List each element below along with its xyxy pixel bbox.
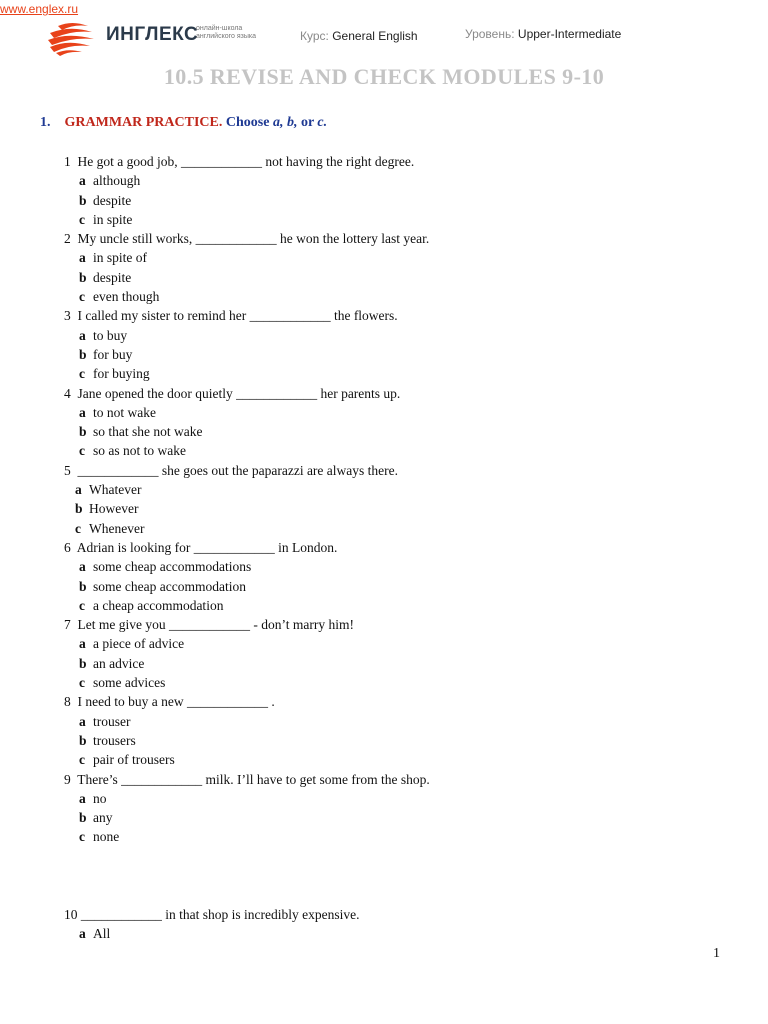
- instruction-or: or: [297, 115, 318, 130]
- answer-option[interactable]: [64, 789, 744, 808]
- page-title: 10.5 REVISE AND CHECK MODULES 9-10: [163, 64, 605, 89]
- option-text: some cheap accommodation: [93, 578, 246, 594]
- answer-option[interactable]: [64, 441, 744, 460]
- option-text: a cheap accommodation: [93, 597, 224, 613]
- answer-option[interactable]: [64, 287, 744, 306]
- answer-option[interactable]: [64, 596, 744, 615]
- question-text: ____________ she goes out the paparazzi are always there.: [77, 462, 399, 478]
- instruction-b: b,: [286, 115, 298, 130]
- option-letter: c: [79, 675, 85, 691]
- question: [64, 905, 744, 924]
- question: [64, 461, 744, 480]
- answer-option[interactable]: [64, 750, 744, 769]
- question-text: Jane opened the door quietly ____________ her parents up.: [77, 385, 401, 401]
- option-letter: c: [75, 520, 81, 536]
- answer-option[interactable]: [64, 673, 744, 692]
- instruction-c: c.: [317, 115, 328, 130]
- option-text: However: [89, 501, 139, 517]
- question-text: Let me give you ____________ - don’t marry him!: [77, 617, 354, 633]
- option-text: so that she not wake: [93, 424, 203, 440]
- course-value: General English: [332, 29, 418, 43]
- question-number: 10: [64, 906, 78, 922]
- option-text: none: [93, 829, 120, 845]
- option-letter: a: [79, 713, 86, 729]
- option-letter: a: [79, 404, 86, 420]
- answer-option[interactable]: [64, 422, 744, 441]
- section-instruction: [226, 115, 327, 130]
- question-text: I need to buy a new ____________ .: [77, 694, 275, 710]
- option-text: for buy: [93, 346, 133, 362]
- question: [64, 152, 744, 171]
- question-number: 3: [64, 308, 71, 324]
- answer-option[interactable]: [64, 191, 744, 210]
- instruction-text: Choose: [225, 115, 273, 130]
- answer-option[interactable]: [64, 499, 744, 518]
- brand-tagline: онлайн-школа английского языка: [196, 25, 256, 40]
- option-text: in spite: [93, 211, 133, 227]
- question: [64, 384, 744, 403]
- section-number: 1.: [40, 115, 51, 130]
- option-text: All: [93, 925, 111, 941]
- answer-option[interactable]: [64, 827, 744, 846]
- option-letter: c: [79, 597, 85, 613]
- option-letter: b: [79, 655, 87, 671]
- level-label: Уровень:: [465, 27, 515, 41]
- option-letter: a: [79, 173, 86, 189]
- level-info: [465, 27, 621, 41]
- question: [64, 770, 744, 789]
- option-text: to buy: [93, 327, 128, 343]
- question-text: ____________ in that shop is incredibly expensive.: [80, 906, 360, 922]
- option-text: some cheap accommodations: [93, 559, 252, 575]
- option-text: to not wake: [93, 404, 156, 420]
- option-letter: a: [79, 250, 86, 266]
- question-list: [64, 152, 744, 943]
- answer-option[interactable]: [64, 403, 744, 422]
- option-text: in spite of: [93, 250, 147, 266]
- question: [64, 306, 744, 325]
- section-title: GRAMMAR PRACTICE.: [64, 115, 223, 130]
- page-header: [0, 0, 768, 62]
- answer-option[interactable]: [64, 345, 744, 364]
- question-number: 8: [64, 694, 71, 710]
- englex-logo-icon: [44, 22, 100, 56]
- option-text: pair of trousers: [93, 752, 175, 768]
- option-text: so as not to wake: [93, 443, 186, 459]
- answer-option[interactable]: [64, 268, 744, 287]
- option-text: despite: [93, 192, 132, 208]
- answer-option[interactable]: [64, 557, 744, 576]
- option-text: Whatever: [89, 482, 142, 498]
- option-letter: b: [79, 269, 87, 285]
- option-letter: c: [79, 366, 85, 382]
- option-letter: b: [79, 346, 87, 362]
- answer-option[interactable]: [64, 634, 744, 653]
- option-letter: b: [79, 578, 87, 594]
- option-letter: b: [79, 732, 87, 748]
- question: [64, 538, 744, 557]
- question-text: Adrian is looking for ____________ in London.: [76, 539, 338, 555]
- answer-option[interactable]: [64, 210, 744, 229]
- website-link[interactable]: www.englex.ru: [0, 2, 79, 16]
- question: [64, 229, 744, 248]
- answer-option[interactable]: [64, 924, 744, 943]
- option-text: trousers: [93, 732, 136, 748]
- option-letter: c: [79, 289, 85, 305]
- course-info: [300, 29, 418, 43]
- answer-option[interactable]: [64, 364, 744, 383]
- option-text: Whenever: [89, 520, 145, 536]
- answer-option[interactable]: [64, 248, 744, 267]
- answer-option[interactable]: [64, 577, 744, 596]
- option-letter: a: [79, 790, 86, 806]
- question-number: 1: [64, 154, 71, 169]
- instruction-a: a,: [272, 115, 284, 130]
- question-number: 4: [64, 385, 71, 401]
- option-text: any: [93, 810, 113, 826]
- option-letter: a: [79, 636, 86, 652]
- question-number: 2: [64, 231, 71, 247]
- option-letter: a: [79, 327, 86, 343]
- brand-name: ИНГЛЕКС: [106, 24, 199, 45]
- option-text: for buying: [93, 366, 150, 382]
- option-letter: c: [79, 211, 85, 227]
- option-text: a piece of advice: [93, 636, 185, 652]
- page-number: 1: [713, 946, 720, 961]
- question-text: He got a good job, ____________ not having the right degree.: [77, 154, 415, 169]
- option-letter: b: [79, 810, 87, 826]
- option-text: despite: [93, 269, 132, 285]
- question-number: 6: [64, 539, 71, 555]
- option-letter: a: [75, 482, 82, 498]
- option-text: an advice: [93, 655, 145, 671]
- question-number: 5: [64, 462, 71, 478]
- course-label: Курс:: [300, 29, 329, 43]
- question-text: I called my sister to remind her ____________ the flowers.: [77, 308, 398, 324]
- option-letter: c: [79, 752, 85, 768]
- answer-option[interactable]: [64, 808, 744, 827]
- page-spacer: [64, 847, 744, 905]
- option-text: although: [93, 173, 141, 189]
- option-letter: c: [79, 443, 85, 459]
- option-letter: b: [79, 192, 87, 208]
- answer-option[interactable]: [64, 654, 744, 673]
- answer-option[interactable]: [64, 731, 744, 750]
- section-heading: [40, 115, 327, 131]
- question-number: 7: [64, 617, 71, 633]
- answer-option[interactable]: [64, 326, 744, 345]
- option-letter: b: [79, 424, 87, 440]
- answer-option[interactable]: [64, 480, 744, 499]
- option-text: no: [93, 790, 107, 806]
- answer-option[interactable]: [64, 171, 744, 190]
- question-text: My uncle still works, ____________ he won the lottery last year.: [77, 231, 430, 247]
- question: [64, 692, 744, 711]
- level-value: Upper-Intermediate: [517, 27, 622, 41]
- answer-option[interactable]: [64, 712, 744, 731]
- option-letter: a: [79, 559, 86, 575]
- question-number: 9: [64, 771, 71, 787]
- option-text: some advices: [93, 675, 166, 691]
- answer-option[interactable]: [64, 519, 744, 538]
- option-text: even though: [93, 289, 160, 305]
- option-letter: b: [75, 501, 83, 517]
- option-text: trouser: [93, 713, 131, 729]
- question: [64, 615, 744, 634]
- option-letter: a: [79, 925, 86, 941]
- option-letter: c: [79, 829, 85, 845]
- question-text: There’s ____________ milk. I’ll have to get some from the shop.: [77, 771, 430, 787]
